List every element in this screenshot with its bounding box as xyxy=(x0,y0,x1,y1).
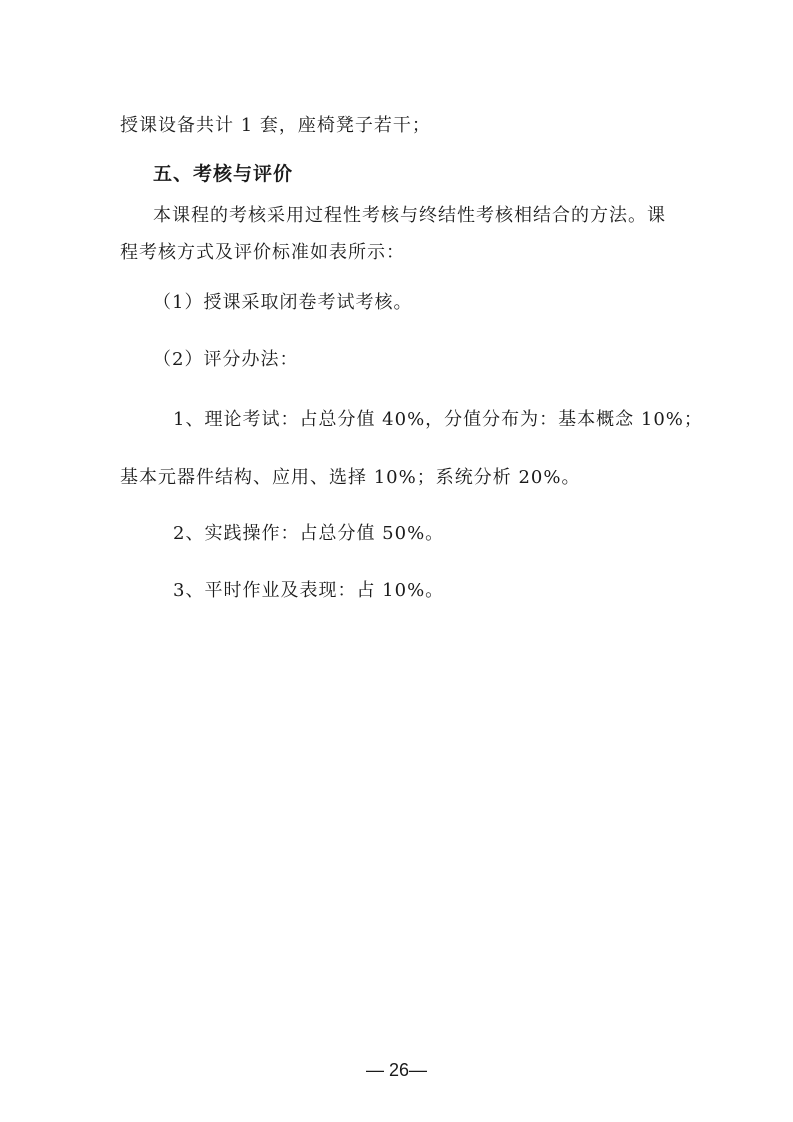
scoring-item-practice: 2、实践操作：占总分值 50%。 xyxy=(173,523,445,544)
list-item-closed-book: （1）授课采取闭卷考试考核。 xyxy=(153,292,413,313)
paragraph-equipment: 授课设备共计 1 套，座椅凳子若干； xyxy=(120,115,431,136)
scoring-item-homework: 3、平时作业及表现：占 10%。 xyxy=(173,580,445,601)
list-item-scoring: （2）评分办法： xyxy=(153,349,299,370)
page-number: — 26— xyxy=(365,1060,428,1080)
paragraph-assessment-intro-cont: 程考核方式及评价标准如表所示： xyxy=(120,242,405,263)
paragraph-assessment-intro: 本课程的考核采用过程性考核与终结性考核相结合的方法。课 xyxy=(153,205,666,226)
scoring-item-theory-cont: 基本元器件结构、应用、选择 10%；系统分析 20%。 xyxy=(120,467,581,488)
section-heading-assessment: 五、考核与评价 xyxy=(153,163,294,185)
scoring-item-theory: 1、理论考试：占总分值 40%，分值分布为：基本概念 10%； xyxy=(173,409,703,430)
